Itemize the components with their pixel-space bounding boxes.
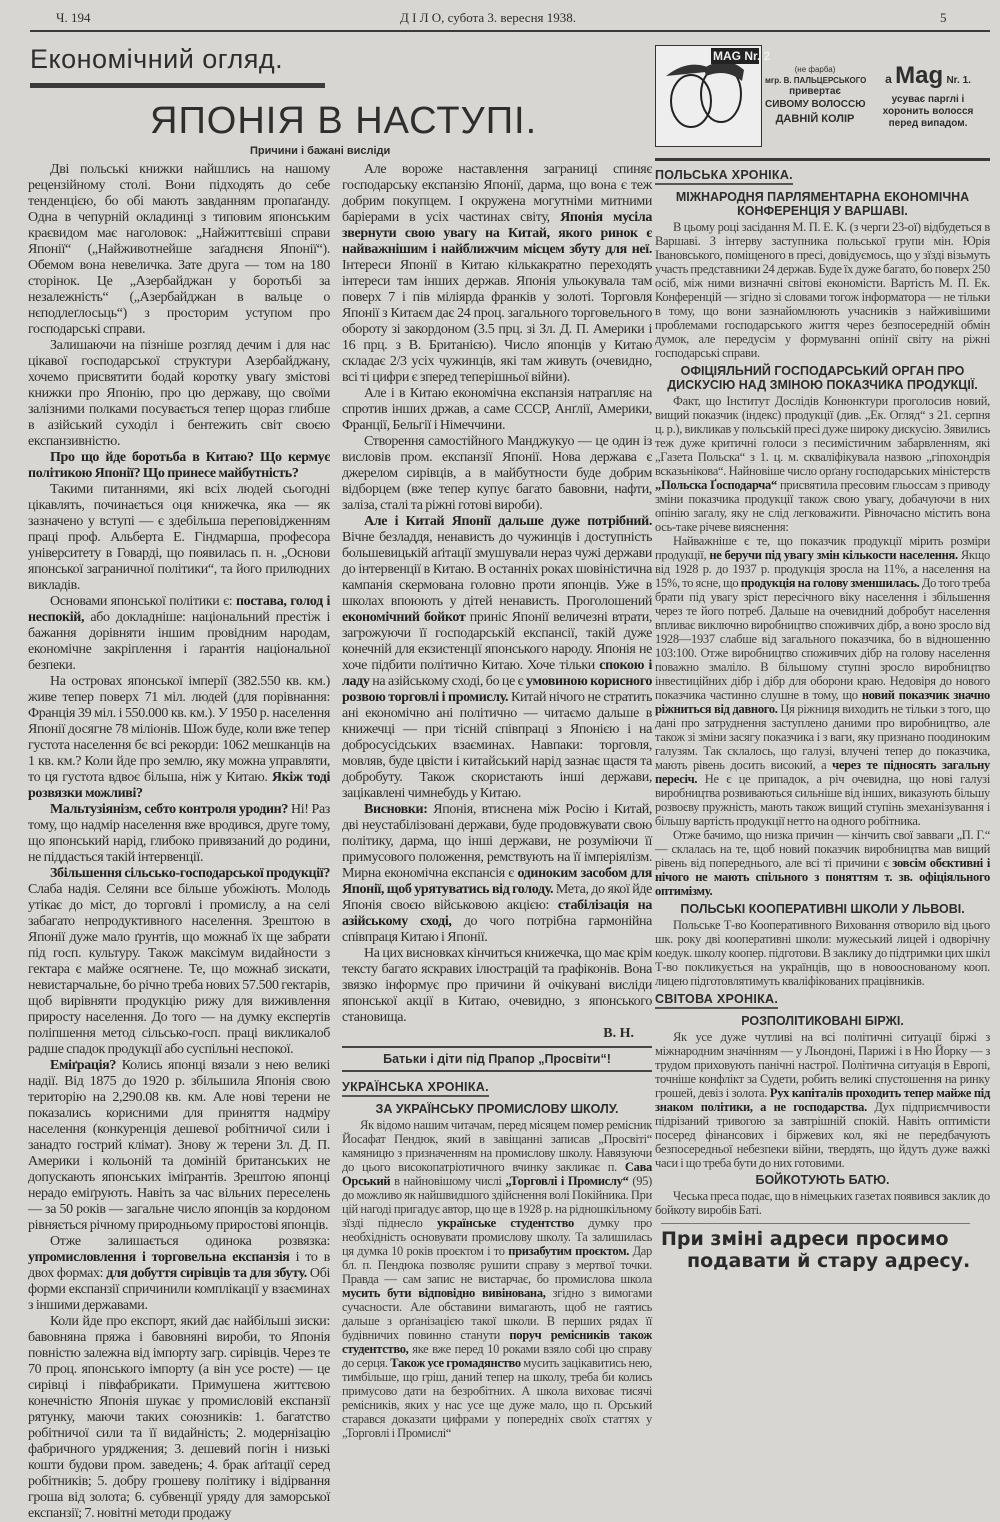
ad-maker: мгр. В. ПАЛЬЦЕРСЬКОГО [765, 76, 867, 85]
text-run: згідно з вимогами сучасности. Але обставини вимагають, щоб не гаятись дальше з орґанізацією такої школи. В перших рядах її будівничих повинно станути [342, 1286, 652, 1342]
bold-text: зовсім обєктивні і нічого не мають спільного з поняттям т. зв. офіціяльного оптимізму. [655, 856, 990, 898]
notice-rule [661, 1223, 970, 1224]
text-run: Інтереси Японії в Китаю кількакратно переходять інтереси там інших держав. Японія ульокувала там поверх 7 і пів міліярда франків у золоті. Торговля Японії з Китаєм дає 24 проц. загального торговельного обороту зі закордоном (3.5 прц. зі Зл. Д. П. Америки і 16 прц. з В. Британією). Число японців у Китаю складає 2/3 усіх чужинців, які там живуть (очевидно, всі ті цифри є зперед теперішньої війни). [342, 258, 652, 385]
ad-note: (не фарба) [794, 65, 836, 74]
article-title: ЯПОНІЯ В НАСТУПІ. [150, 100, 538, 142]
bold-text: Якіж тоді розвязки можливі? [28, 770, 330, 801]
text-run: На цих висновках кінчиться книжечка, що має крім тексту багато яскравих ілюстрацій та ґрафіконів. Вона звязко інформує про причини й очікувані висліди японської акції в Китаю, очевидно, з японського становища. [342, 946, 652, 1025]
article-column-1 [28, 162, 330, 1522]
text-run: яке вже перед 10 роками взяло собі цю справу до серця. [342, 1342, 652, 1370]
ad-line2: ДАВНІЙ КОЛІР [775, 113, 855, 125]
bold-text: спокою і ладу [342, 658, 652, 689]
text-run: Найважніше є те, що показчик продукції мірить розміри продукції, [655, 534, 990, 562]
paragraph [28, 1234, 330, 1314]
bold-text: Рух капіталів проходить тепер майже під знаком політики, а не господарства. [655, 1086, 990, 1114]
bold-text: продукція на голову зменшилась. [740, 576, 920, 590]
ad-and: а [885, 72, 892, 86]
paragraph [28, 162, 330, 338]
paragraph [342, 946, 652, 1026]
bold-text: мусить бути відповідно вивінована, [342, 1286, 546, 1300]
text-run: в найновішому числі [390, 1174, 506, 1188]
bold-text: для добуття сирівців та для збуту. [106, 1266, 307, 1281]
text-run: Як усе дуже чутливі на всі політичні ситуації біржі з міжнародним значінням — у Льондоні, Парижі і в Ню Йорку — з трудом приховують панічні настрої. Політична ситуація в Европі, точніше конфлікт за Судети, робить великі спустошення на ринку грошей, девіз і золота. [655, 1030, 990, 1100]
text-run: Ні! Раз тому, що надмір населення вже вродився, друге тому, що японський нарід, глибоко привязаний до родини, не піддасться такій інтервенції. [28, 802, 330, 865]
paragraph [655, 1030, 990, 1170]
section-title: Економічний огляд. [30, 44, 284, 74]
bold-text: новий показчик значно ріжниться від давного. [655, 688, 990, 716]
heading-production-index: ОФІЦІЯЛЬНИЙ ГОСПОДАРСЬКИЙ ОРГАН ПРО ДИСКУСІЮ НАД ЗМІНОЮ ПОКАЗЧИКА ПРОДУКЦІЇ. [667, 364, 978, 392]
bold-text: постава, голод і неспокій, [28, 594, 330, 625]
text-run: Отже бачимо, що низка причин — кінчить свої завваги „П. Г.“ — склалась на те, щоб новий показчик виробництва мав вищий рівень від попереднього, але всі ті причини є [655, 828, 990, 870]
text-run: Але вороже наставлення заграниці спиняє господарську експанзію Японії, дарма, що вона є теж добрим покупцем. І окружена могутніми митними баріерами в усіх частинах світу, [342, 162, 652, 225]
heading-industrial-school: ЗА УКРАЇНСЬКУ ПРОМИСЛОВУ ШКОЛУ. [375, 1102, 619, 1116]
ad-verb: привертає [789, 86, 841, 97]
text-block [655, 220, 990, 360]
heading-stock-exchanges: РОЗПОЛІТИКОВАНІ БІРЖІ. [741, 1014, 904, 1028]
text-run: Чеська преса подає, що в німецьких газетах появився заклик до бойкоту виробів Баті. [655, 1189, 990, 1217]
bold-text: не беручи під увагу змін кількости населення. [709, 548, 958, 562]
bold-text: поруч ремісників також студентство, [342, 1328, 652, 1356]
article-column-2 [342, 162, 652, 1440]
bold-text: „Польска Ґосподарча“ [655, 478, 777, 492]
paragraph [655, 828, 990, 898]
text-run: Дві польські книжки найшлись на нашому рецензійному столі. Вони підходять до себе тенденцією, бо обі мають завданням пропаґанду. Одна в чепурній окладинці з типовим японським краєвидом має наголовок: „Найжиттєвіші справи Японії“ („Найживотнейше заґаднєня Японії“). Обемом вона невеличка. Зате друга — том на 180 сторінок. Це „Азербайджан у боротьбі за незалежність“ („Азербайджан в вальце о нєподлеґлосьць“) з просторим уступом про господарські справи. [28, 162, 330, 337]
text-run: Японія, втиснена між Росію і Китай, дві неустабілізовані держави, буде продовжувати свою політику, дарма, що інші держави, не розуміючи її примусового положення, ремствують на її імперіялізм. Мирна економічна експансія є [342, 802, 652, 881]
paragraph [342, 162, 652, 386]
section-world-chronicle: СВІТОВА ХРОНІКА. [655, 992, 778, 1009]
advertisement [655, 45, 990, 145]
text-run: Дух підприємчивости підрізаний тривогою за завтрішній спокій. Навіть оптимісти посеред фінансових і біржевих кол, які не передбачують безпосередньої небезпеки війни, твердять, що йдуть дуже важкі часи і що треба бути до них готовими. [655, 1100, 990, 1170]
text-run: До того треба брати під увагу зріст пересічного віку населення і збільшення через те його потреб. Дальше на очевидний добробут населення впливає виключно виробництво споживчих дібр, а воно зросло від 1928—1937 слабше від загального показчика, бо в відношенню 103:100. Отже виробництво споживчих дібр на голову населення поважно змаліло. В більшому ступні зросло виробництво інвестиційних дібр і дібр для оборони краю. Недовіря до нового показчика частинно слушне в тому, що [655, 576, 990, 702]
paragraph [342, 802, 652, 946]
heading-conference: МІЖНАРОДНЯ ПАРЛЯМЕНТАРНА ЕКОНОМІЧНА КОНФЕРЕНЦІЯ У ВАРШАВІ. [675, 190, 970, 218]
paragraph [28, 1314, 330, 1522]
text-block [655, 1030, 990, 1170]
paragraph [28, 674, 330, 802]
text-run: думку про необхідність основувати промислову школу. Та залишилась ця думка 10 років проєктом і то [342, 1216, 652, 1258]
bold-text: Збільшення сільсько-господарської продукції? [50, 866, 330, 881]
bold-text: стабілізація на азійському сході, [342, 898, 653, 929]
text-run: Коли йде про експорт, який дає найбільші зиски: бавовняна пряжа і бавовняні вироби, то Японія повністю залежна від імпорту загр. сирівців. Через те 70 проц. японського імпорту (а він усе росте) — це сирівці і півфабрикати. Примушена життєвою конечністю Японія шукає у промисловій експанзії рятунку, маючи таких союзників: 1. багатство робітничої сили та її видайність; 2. модернізацію фабричного уряджения; 3. дешевий погін і низькі кошти будови пром. заведень; 4. брак аґітації серед робітників; 5. добру грошеву політику і відірвання гроша від золота; 6. субвенції уряду для заморської експанзії; 7. новітні методи продажу [28, 1314, 330, 1521]
text-run: Вічне безладдя, ненависть до чужинців і доступність большевицькій аґітації змушували нераз чужі держави до інтервенції в Китаю. В останніх роках шовіністична кампанія скермована головно проти японців. Уже в школах впоюють у дітей ненависть. Проголошений [342, 530, 652, 609]
paragraph [655, 1189, 990, 1217]
paragraph [28, 866, 330, 1058]
slogan-banner: Батьки і діти під Прапор „Просвіти“! [342, 1046, 652, 1072]
ad-brand-top: MAG Nr. 2 [713, 49, 771, 63]
header-rule [30, 30, 990, 32]
issue-number: Ч. 194 [56, 10, 91, 25]
text-block [655, 394, 990, 898]
paragraph [28, 1058, 330, 1234]
text-run: Факт, що Інститут Дослідів Конюнктури проголосив новий, вищий показчик (індекс) продукції (див. „Ек. Огляд“ з 21. серпня ц. р.), викликав у польській пресі дуже широку дискусію. Зявились теж дуже критичні голоси з песимістичним забарвленням, які „Газета Польска“ з 1. ц. м. скваліфікувала назвою „гіпохондрія всказьнікова“. Найновіше число орґану господарських міністерств [655, 394, 990, 478]
text-run: Колись японці вязали з нею великі надії. Від 1875 до 1920 р. збільшила Японія свою територію на 2,290.08 кв. км. Але нові терени не показались корисними для приняття надміру населення (конкуренція дешевої робітничої сили і занадто гострий клімат). Знову ж терени Зл. Д. П. Америки і кольоній та доміній британських не допускають японських іміґрантів. Зрештою японці нерадо еміґрують. Навіть за час вільних переселень — за 50 років — загальне число японців за кордоном рівняється річному природньому приростові японців. [28, 1058, 330, 1233]
heading-cooperative-schools: ПОЛЬСЬКІ КООПЕРАТИВНІ ШКОЛИ У ЛЬВОВІ. [680, 902, 965, 916]
bold-text: Також усе громадянство [390, 1356, 521, 1370]
text-run: В цьому році засідання М. П. Е. К. (з черги 23-ої) відбудеться в Варшаві. З інтерву заступника польської групи мін. Юрія Івановського, поміщеного в пресі, довідуємось, що у зїзді візьмуть участь представники 24 держав. Буде їх дуже багато, бо поверх 250 осіб, між ними визначні світові економісти. Вартість М. П. Ек. Конференцій — згідно зі словами тогож інформатора — не тільки в тому, що вони зазнайомлюють учасників з найживішими проблемами господарського життя через безпосередній обмін думок, але передусім у формуванні опінії світу на ріжні господарські справи. [655, 220, 990, 360]
bold-text: Сава Орський [342, 1160, 652, 1188]
article-signature: В. Н. [603, 1026, 634, 1041]
text-run: Польське Т-во Кооперативного Виховання отворило від цього шк. року дві кооперативні школи: мужеський лицей і одворічну коедук. школу коопер. підготови. В заклику до підтримки цих шкіл Т-во покликується на українців, що в новооснованому кооп. лицею підготовлятимуть кваліфікованих працівників. [655, 918, 990, 988]
text-run: Але і в Китаю економічна експанзія натрапляє на спротив інших држав, а саме СССР, Анґлії, Америки, Франції, Бельгії і Німеччини. [342, 386, 652, 433]
paragraph [28, 802, 330, 866]
address-notice-line2: подавати й стару адресу. [687, 1250, 971, 1272]
paragraph [342, 434, 652, 514]
bold-text: Мальтузіянізм, себто контроля уродин? [50, 802, 289, 817]
text-run: На островах японської імперії (382.550 кв. км.) живе тепер поверх 71 міл. людей (для порівнання: Франція 39 міл. і 550.000 кв. км.). У 1950 р. населення Японії досягне 78 міліонів. Шож буде, коли вже тепер густота населення бє всі рекорди: 1062 мешканців на 1 кв. км.? Коли йде про землю, яку можна управляти, то ця густота вдвоє більша, ніж у Китаю. [28, 674, 330, 785]
bold-text: Але і Китай Японії дальше дуже потрібний. [364, 514, 652, 529]
bold-text: упромисловлення і торговельна експанзія [28, 1250, 290, 1265]
text-run: приніс Японії величезні втрати, загрожуючи її господарській експансії, такій дуже конечній для екзистенції японського народу. Японія не хоче підбити політично Китаю. Хоче тільки [342, 610, 653, 673]
text-run: Отже залишається одинока розвязка: [50, 1234, 330, 1249]
ad-rule [655, 158, 990, 161]
ad-brand2: Mag [895, 62, 944, 89]
text-run: Слаба надія. Селяни все більше убожіють. Молодь утікає до міст, до торговлі і промислу, а на селі забагато непродуктивного населення. Зрештою в Японії дуже мало ґрунтів, що можнаб їх ще забрати під госп. культуру. Також максімум видайности з гектара є майже осягнене. Те, що можнаб зискати, невистарчальне, бо річно треба нових 57.500 гектарів, щоб вирівняти продукцію рижу для виживлення приросту населення. До того — на думку експертів поліпшення метод сільсько-госп. праці викликалоб радше спадок продукції або суспільні неспокої. [28, 882, 330, 1057]
text-run: Основами японської політики є: [50, 594, 236, 609]
paragraph [342, 386, 652, 434]
text-block [655, 918, 990, 988]
paragraph [655, 394, 990, 534]
bold-text: умовиною корисного розвою торговлі і промислу. [342, 674, 653, 705]
paragraph [655, 918, 990, 988]
bold-text: через те підносять загальну пересіч. [655, 758, 990, 786]
text-run: Не є це припадок, а річ очевидна, що нові галузі виробництва розвиваються сильніше від інших, виказують більшу розвоєву пружність, мають також вищий ступінь змеханізування і більшу вартість продукції нетто на одного робітника. [655, 772, 990, 828]
paragraph [342, 1118, 652, 1440]
chronicle-column-3 [655, 166, 990, 1272]
bold-text: Висновки: [364, 802, 428, 817]
ad-block-left [765, 65, 865, 126]
section-polish-chronicle: ПОЛЬСЬКА ХРОНІКА. [655, 168, 793, 185]
text-run: присвятила пресовим гльоссам з приводу зміни показчика продукції також свою увагу, добачуючи в них опінію загалу, яку не слід легковажити. Рівночасно містить вона ось-таке річеве вияснення: [655, 478, 990, 534]
text-run: на азійському сході, бо це є [369, 674, 527, 689]
text-run: (95) до можливо як найшвидшого здійснення волі Покійника. При цій нагоді пригадує автор, що ще в 1928 р. на рідношкільному зїзді піднесло [342, 1174, 652, 1230]
text-block [342, 1118, 652, 1440]
ad-line1: СИВОМУ ВОЛОССЮ [765, 99, 866, 110]
text-run: мусить зацікавитись нею, тимбільше, що гріш, даний тепер на школу, треба би колись примусово дати на безробітних. А школа виховає тисячі ремісників, яких у нас усе ще дуже мало, що п. Орський старався доказати цифрами у попередніх своїх статтях у „Торговлі і Промислі“ [342, 1356, 652, 1440]
text-run: Китай нічого не стратить ані економічно ані політично — читаємо дальше в книжечці — при тісній співпраці з Японією і на добросусідських взаєминах. Навпаки: торговля, мовляв, буде цвісти і китайський нарід зазнає щастя та добробуту. Також скористають інші держави, зацікавлені чимнебудь у Китаю. [342, 690, 652, 801]
text-run: Як відомо нашим читачам, перед місяцем помер ремісник Йосафат Пендюк, який в завіщанні записав „Просвіті“ камяницю з призначенням на промислову школу. Навязуючи до цього високопатріотичного вчинку закликає п. [342, 1118, 652, 1174]
text-run: Мета, до якої йде Японія своєю військовою акцією: [342, 882, 652, 913]
page-number: 5 [940, 10, 947, 25]
text-block [342, 162, 652, 1026]
paragraph [655, 220, 990, 360]
paragraph [28, 338, 330, 450]
bold-text: Еміґрація? [50, 1058, 117, 1073]
paragraph [655, 534, 990, 828]
paragraph [28, 594, 330, 674]
text-run: Залишаючи на пізніше розгляд дечим і для нас цікавої господарської структури Азербайджану, хочемо присвятити бодай коротку уваґу змістові книжки про Японію, про цю державу, що своїми залізними полками посувається тепер щораз глибше в азійський суходіл і бентежить світ своєю експанзивністю. [28, 338, 330, 449]
title-rule [30, 83, 325, 88]
ad-block-right [873, 63, 983, 130]
text-run: Обі форми експанзії спричинили комплікації у взаєминах з іншими державами. [28, 1266, 331, 1313]
heading-bata-boycott: БОЙКОТУЮТЬ БАТЮ. [755, 1173, 890, 1187]
text-run: Створення самостійного Манджукуо — це один із висловів пром. експанзії Японії. Нова держава є джерелом сирівців, а в майбутности буде добрим відборцем (вже тепер купує багато бавовни, нафти, заліза, сталі та ріжні готові вироби). [342, 434, 652, 513]
text-run: і то в двох формах: [28, 1250, 331, 1281]
bold-text: Про що йде боротьба в Китаю? Що кермує політикою Японії? Що принесе майбутність? [28, 450, 330, 481]
bold-text: призабутим проєктом. [508, 1244, 630, 1258]
bold-text: Японія мусіла звернути свою увагу на Китай, якого ринок є найважнішим і найближчим місцем збуту для неї. [342, 210, 652, 257]
bold-text: українське студентство [436, 1216, 574, 1230]
text-block [28, 162, 330, 1522]
text-run: Якщо від 1928 р. до 1937 р. продукція зросла на 11%, а населення на 15%, то ясне, що [655, 548, 990, 590]
bold-text: „Торговлі і Промислу“ [505, 1174, 629, 1188]
masthead-date: Д І Л О, субота 3. вересня 1938. [400, 10, 577, 25]
paragraph [28, 450, 330, 482]
paragraph [28, 482, 330, 594]
bold-text: одиноким засобом для Японії, щоб урятуватись від голоду. [342, 866, 652, 897]
section-ukrainian-chronicle: УКРАЇНСЬКА ХРОНІКА. [342, 1080, 489, 1097]
text-run: Такими питаннями, які всіх людей сьогодні цікавлять, починається оця книжечка, яка — як зазначено у вступі — є здебільша переповідженням праці проф. Альберта Е. Гіндмарша, професора університету в Говарді, що появилась п. н. „Основи японської заграничної політики“, та його прилюдних викладів. [28, 482, 330, 593]
article-subtitle: Причини і бажані висліди [250, 145, 391, 157]
text-run: Ця ріжниця виходить не тільки з того, що дані про затруднення заступлено даними про виробництво, але також зі зміни засягу показчика і з ваги, яку признано поодиноким галузям. Так склалось, що галузі, влучені тепер до показчика, мають рівень досить високий, а [655, 702, 990, 772]
text-block [655, 1189, 990, 1217]
address-notice-line1: При зміні адреси просимо [661, 1228, 949, 1250]
ad-desc: усуває парглі і хоронить волосся перед випадом. [882, 94, 974, 129]
bold-text: економічний бойкот [342, 610, 466, 625]
text-run: Дар бл. п. Пендюка позволяє рушити справу з мертвої точки. Правда — сам запис не вистарчає, бо промислова школа [342, 1244, 653, 1286]
paragraph [342, 514, 652, 802]
text-run: або докладніше: національний престіж і бажання дорівняти іншим провідним народам, економічне закріплення і ґарантія національної безпеки. [28, 610, 330, 673]
text-run: до чого потрібна гармонійна співпраця Китаю і Японії. [342, 914, 653, 945]
ad-nr: Nr. 1. [946, 75, 971, 86]
